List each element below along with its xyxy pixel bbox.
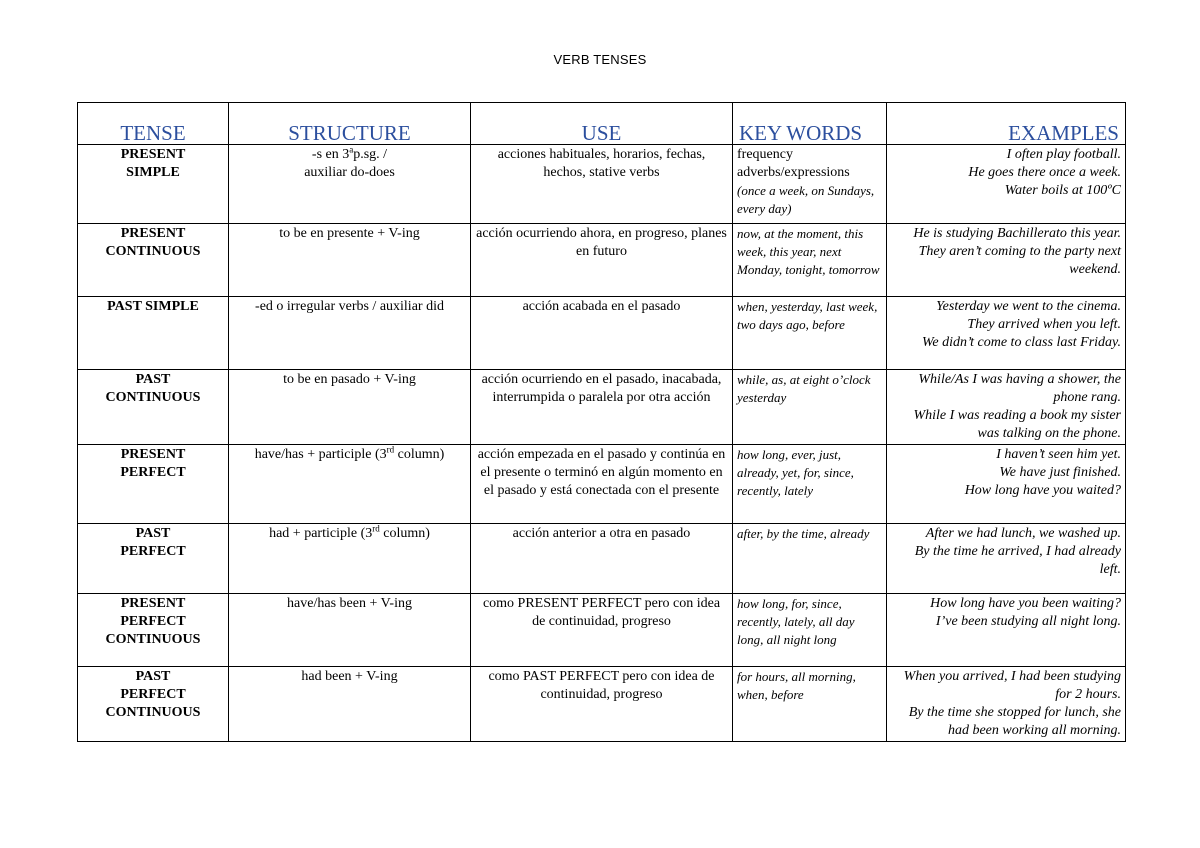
structure-cell: -ed o irregular verbs / auxiliar did (229, 297, 471, 370)
table-row (78, 524, 1126, 594)
tense-name-line: PERFECT (120, 544, 186, 559)
structure-cell (229, 524, 471, 594)
example-sentence: Yesterday we went to the cinema. (936, 299, 1121, 314)
tense-name-line: PAST (135, 372, 171, 387)
tense-name-line: CONTINUOUS (105, 705, 201, 720)
structure-superscript: rd (372, 523, 380, 534)
tense-name-line: PRESENT (120, 226, 186, 241)
example-sentence: By the time she stopped for lunch, she had been working all morning. (908, 705, 1121, 738)
use-cell: acción acabada en el pasado (471, 297, 733, 370)
tense-name-line: PERFECT (120, 687, 186, 702)
key-words-cell: for hours, all morning, when, before (733, 667, 887, 742)
tense-cell (78, 445, 229, 524)
header-tense: TENSE (78, 103, 229, 145)
key-words-cell (733, 145, 887, 224)
tense-name-line: PRESENT (120, 147, 186, 162)
example-sentence: How long have you been waiting? (930, 596, 1121, 611)
use-cell: acciones habituales, horarios, fechas, hechos, stative verbs (471, 145, 733, 224)
structure-cell (229, 445, 471, 524)
header-structure: STRUCTURE (229, 103, 471, 145)
structure-text: had + participle (3 (269, 526, 373, 541)
example-sentence: They aren’t coming to the party next weekend. (918, 244, 1121, 277)
example-sentence: While/As I was having a shower, the phone rang. (918, 372, 1121, 405)
structure-text: column) (394, 447, 445, 462)
examples-cell (887, 297, 1126, 370)
tense-cell (78, 370, 229, 445)
example-sentence: I’ve been studying all night long. (935, 614, 1121, 629)
examples-cell (887, 145, 1126, 224)
example-sentence: I often play football. (1006, 147, 1121, 162)
example-sentence: We have just finished. (999, 465, 1121, 480)
key-words-text: (once a week, on Sundays, every day) (737, 183, 875, 216)
key-words-cell: while, as, at eight o’clock yesterday (733, 370, 887, 445)
structure-cell: to be en pasado + V-ing (229, 370, 471, 445)
table-row (78, 297, 1126, 370)
page-title: VERB TENSES (553, 52, 647, 67)
header-examples: EXAMPLES (887, 103, 1126, 145)
table-row (78, 445, 1126, 524)
table-row (78, 145, 1126, 224)
tense-name-line: CONTINUOUS (105, 632, 201, 647)
structure-text: auxiliar do-does (304, 165, 395, 180)
tense-cell (78, 594, 229, 667)
key-words-cell: how long, for, since, recently, lately, all day long, all night long (733, 594, 887, 667)
example-sentence: By the time he arrived, I had already left. (914, 544, 1121, 577)
example-sentence: He goes there once a week. (968, 165, 1121, 180)
tense-name-line: SIMPLE (126, 165, 180, 180)
header-row (78, 103, 1126, 145)
structure-text: have/has + participle (3 (254, 447, 387, 462)
table-row (78, 370, 1126, 445)
key-words-cell: now, at the moment, this week, this year, next Monday, tonight, tomorrow (733, 224, 887, 297)
structure-superscript: a (349, 144, 354, 155)
use-cell: acción ocurriendo en el pasado, inacabada, interrumpida o paralela por otra acción (471, 370, 733, 445)
tense-name-line: PAST SIMPLE (107, 299, 199, 314)
key-words-text: frequency adverbs/expressions (737, 147, 850, 180)
examples-cell (887, 445, 1126, 524)
structure-superscript: rd (386, 444, 395, 455)
examples-cell (887, 667, 1126, 742)
use-cell: acción empezada en el pasado y continúa en el presente o terminó en algún momento en el pasado y está conectada con el presente (471, 445, 733, 524)
structure-text: -s en 3 (311, 147, 350, 162)
tense-cell (78, 667, 229, 742)
verb-tenses-table (77, 102, 1126, 742)
structure-text: column) (379, 526, 430, 541)
tense-name-line: PRESENT (120, 447, 186, 462)
use-cell: acción anterior a otra en pasado (471, 524, 733, 594)
tense-cell (78, 145, 229, 224)
examples-cell (887, 594, 1126, 667)
example-sentence: While I was reading a book my sister was talking on the phone. (913, 408, 1121, 441)
examples-cell (887, 224, 1126, 297)
use-cell: acción ocurriendo ahora, en progreso, planes en futuro (471, 224, 733, 297)
use-cell: como PAST PERFECT pero con idea de continuidad, progreso (471, 667, 733, 742)
table-row (78, 594, 1126, 667)
structure-cell: had been + V-ing (229, 667, 471, 742)
example-sentence: They arrived when you left. (967, 317, 1121, 332)
tense-cell (78, 224, 229, 297)
structure-cell (229, 145, 471, 224)
header-key-words: KEY WORDS (733, 103, 887, 145)
example-sentence: We didn’t come to class last Friday. (922, 335, 1121, 350)
tense-name-line: CONTINUOUS (105, 244, 201, 259)
example-sentence: After we had lunch, we washed up. (925, 526, 1121, 541)
tense-name-line: PRESENT (120, 596, 186, 611)
key-words-cell: how long, ever, just, already, yet, for, since, recently, lately (733, 445, 887, 524)
example-sentence: When you arrived, I had been studying for 2 hours. (903, 669, 1121, 702)
example-sentence: He is studying Bachillerato this year. (913, 226, 1121, 241)
example-sentence: I haven’t seen him yet. (996, 447, 1121, 462)
example-sentence: How long have you waited? (964, 483, 1121, 498)
tense-cell (78, 297, 229, 370)
examples-cell (887, 524, 1126, 594)
examples-cell (887, 370, 1126, 445)
tense-name-line: PERFECT (120, 614, 186, 629)
structure-cell: to be en presente + V-ing (229, 224, 471, 297)
structure-text: p.sg. / (353, 147, 388, 162)
tense-name-line: PAST (135, 526, 171, 541)
example-sentence: Water boils at 100ºC (1004, 183, 1121, 198)
key-words-cell: after, by the time, already (733, 524, 887, 594)
structure-cell: have/has been + V-ing (229, 594, 471, 667)
tense-name-line: PERFECT (120, 465, 186, 480)
tense-name-line: PAST (135, 669, 171, 684)
header-use: USE (471, 103, 733, 145)
table-row (78, 667, 1126, 742)
use-cell: como PRESENT PERFECT pero con idea de continuidad, progreso (471, 594, 733, 667)
tense-cell (78, 524, 229, 594)
tense-name-line: CONTINUOUS (105, 390, 201, 405)
key-words-cell: when, yesterday, last week, two days ago, before (733, 297, 887, 370)
table-row (78, 224, 1126, 297)
